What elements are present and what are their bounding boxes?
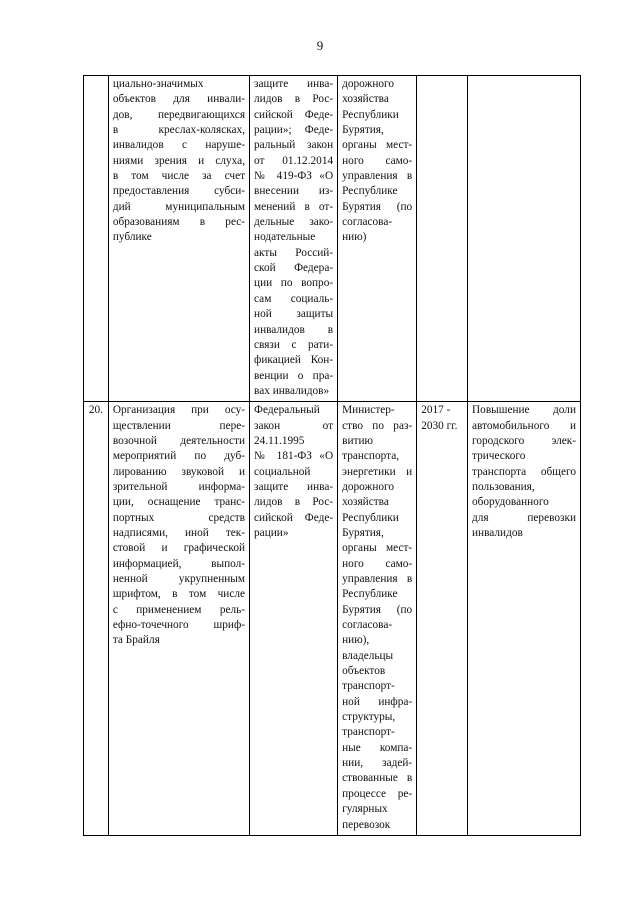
cell-result (468, 402, 581, 836)
text-line: структуры, (342, 711, 396, 724)
text-line: нии, задей- (342, 757, 413, 770)
cell-executor (338, 76, 417, 402)
text-line: ного само- (342, 154, 413, 167)
text-line: органы мест- (342, 542, 413, 555)
text-line: ной защиты (254, 308, 334, 321)
text-line: с применением рель- (112, 603, 246, 616)
text-line: в креслах-колясках, (112, 124, 246, 137)
cell-term (417, 76, 468, 402)
text-line: стовой и графической (112, 542, 246, 555)
text-line: лидов в Рос- (254, 93, 334, 106)
text-line: транспорта общего (472, 465, 576, 478)
text-line: Бурятия, (342, 526, 384, 539)
text-line: 2017 - (421, 404, 451, 417)
text-line: закон от (254, 419, 334, 432)
text-line: дий муниципальным (112, 200, 246, 213)
text-line: акты Россий- (254, 246, 334, 259)
text-line: надписями, иной тек- (112, 526, 246, 539)
text-line: информацией, выпол- (112, 557, 246, 570)
text-line: ефно-точечного шриф- (112, 619, 246, 632)
text-line: сийской Феде- (254, 511, 334, 524)
text-line: городского элек- (472, 434, 576, 447)
text-line: органы мест- (342, 139, 413, 152)
text-line: объектов (342, 665, 386, 678)
text-line: Федеральный (254, 404, 320, 417)
cell-legal-basis (250, 76, 338, 402)
measures-table (83, 75, 581, 836)
text-line: фикацией Кон- (254, 354, 334, 367)
text-line: инвалидов с наруше- (112, 139, 246, 152)
text-line: мероприятий по дуб- (112, 450, 246, 463)
text-line: лированию звуковой и (112, 465, 246, 478)
text-line: владельцы (342, 649, 394, 662)
text-line: социальной (254, 465, 311, 478)
text-line: № 181-ФЗ «О (254, 450, 334, 463)
text-line: вах инвалидов» (254, 384, 330, 397)
text-line: согласова- (342, 619, 393, 632)
text-line: управления в (342, 170, 413, 183)
text-line: сийской Феде- (254, 108, 334, 121)
text-line: пользования, (472, 480, 535, 493)
text-line: внесении из- (254, 185, 334, 198)
text-line: инвалидов (472, 526, 523, 539)
text-line: сам социаль- (254, 292, 334, 305)
text-line: дельные зако- (254, 216, 334, 229)
text-line: объектов для инвали- (112, 93, 246, 106)
text-line: витию (342, 434, 373, 447)
text-line: процессе ре- (342, 787, 413, 800)
table-row (84, 76, 581, 402)
text-line: оборудованного (472, 496, 549, 509)
text-line: циально-значимых (112, 78, 204, 90)
text-line: образованиям в рес- (112, 216, 246, 229)
text-line: предоставления субси- (112, 185, 246, 198)
text-line: Республики (342, 511, 399, 524)
text-line: портных средств (112, 511, 246, 524)
text-line: ции по вопро- (254, 277, 334, 290)
text-line: для перевозки (472, 511, 576, 524)
text-line: ного само- (342, 557, 413, 570)
text-line: венции о пра- (254, 369, 334, 382)
text-line: та Брайля (112, 634, 160, 647)
text-line: дорожного (342, 78, 395, 90)
cell-number: 20. (84, 402, 109, 836)
text-line: нию), (342, 634, 370, 647)
text-line: дов, передвигающихся (112, 108, 246, 121)
text-line: гулярных (342, 803, 388, 816)
text-line: № 419-ФЗ «О (254, 170, 334, 183)
text-line: управления в (342, 573, 413, 585)
text-line: ральный закон (254, 139, 334, 152)
text-line: дорожного (342, 480, 395, 493)
text-line: Повышение доли (472, 404, 576, 417)
text-line: рации»; Феде- (254, 124, 334, 137)
text-line: ской Федера- (254, 262, 334, 275)
text-line: Бурятия (по (342, 603, 413, 616)
text-line: шрифтом, в том числе (112, 588, 246, 601)
text-line: 2030 гг. (421, 419, 458, 432)
text-line: нию) (342, 231, 367, 244)
text-line: публике (112, 231, 152, 244)
text-line: ство по раз- (342, 419, 413, 432)
text-line: ненной укрупненным (112, 573, 246, 585)
page-number: 9 (316, 38, 324, 53)
text-line: инвалидов в (254, 323, 334, 336)
cell-legal-basis (250, 402, 338, 836)
text-line: транспорта, (342, 450, 400, 463)
text-line: менений в от- (254, 200, 334, 213)
table-row (84, 402, 581, 836)
text-line: Республики (342, 108, 399, 121)
text-line: Министер- (342, 404, 395, 417)
text-line: зрительной информа- (112, 480, 246, 493)
text-line: согласова- (342, 216, 393, 229)
text-line: перевозок (342, 818, 391, 831)
text-line: возочной деятельности (112, 434, 246, 447)
text-line: в том числе за счет (112, 170, 246, 183)
text-line: Республике (342, 185, 398, 198)
text-line: рации» (254, 526, 289, 539)
text-line: транспорт- (342, 726, 395, 739)
text-line: защите инва- (254, 78, 334, 90)
cell-activity (108, 76, 249, 402)
text-line: Организация при осу- (112, 404, 246, 417)
text-line: защите инва- (254, 480, 334, 493)
text-line: 24.11.1995 (254, 434, 305, 447)
text-line: трического (472, 450, 526, 463)
text-line: ные компа- (342, 741, 413, 754)
text-line: автомобильного и (472, 419, 576, 432)
text-line: ствованные в (342, 772, 413, 785)
text-line: от 01.12.2014 (254, 154, 334, 167)
text-line: лидов в Рос- (254, 496, 334, 509)
text-line: нодательные (254, 231, 316, 244)
cell-result (468, 76, 581, 402)
text-line: ществлении пере- (112, 419, 246, 432)
text-line: ной инфра- (342, 695, 413, 708)
text-line: ниями зрения и слуха, (112, 154, 246, 167)
text-line: Республике (342, 588, 398, 601)
cell-number (84, 76, 109, 402)
text-line: Бурятия, (342, 124, 384, 137)
text-line: энергетики и (342, 465, 413, 478)
cell-activity (108, 402, 249, 836)
text-line: Бурятия (по (342, 200, 413, 213)
text-line: транспорт- (342, 680, 395, 693)
cell-term (417, 402, 468, 836)
text-line: ции, оснащение транс- (112, 496, 246, 509)
text-line: хозяйства (342, 496, 389, 509)
text-line: хозяйства (342, 93, 389, 106)
text-line: связи с рати- (254, 338, 334, 351)
cell-executor (338, 402, 417, 836)
